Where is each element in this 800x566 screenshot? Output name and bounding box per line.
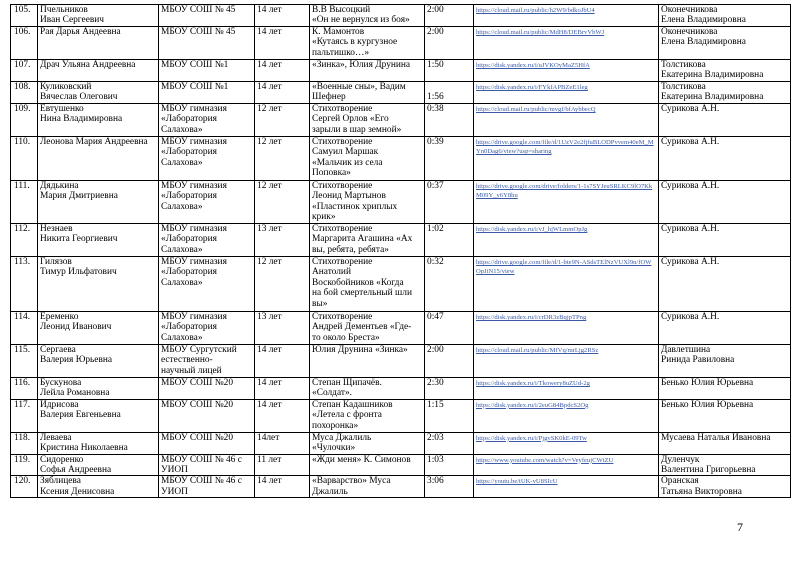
participant-age: 13 лет — [255, 224, 310, 257]
poem-title: Муса Джалиль «Чулочки» — [310, 432, 425, 454]
school-name: МБОУ СОШ № 46 с УИОП — [159, 454, 255, 476]
duration: 1:15 — [425, 399, 474, 432]
duration: 0:32 — [425, 257, 474, 312]
participant-age: 14 лет — [255, 27, 310, 60]
teacher-name: Сурикова А.Н. — [659, 104, 791, 137]
teacher-name: Оранская Татьяна Викторовна — [659, 476, 791, 498]
participant-age: 14 лет — [255, 82, 310, 104]
participant-name: Сергаева Валерия Юрьевна — [38, 345, 159, 378]
participant-age: 12 лет — [255, 257, 310, 312]
school-name: МБОУ гимназия «Лаборатория Салахова» — [159, 137, 255, 181]
video-link[interactable]: https://cloud.mail.ru/public/mvgf/bfAybbecQ — [474, 104, 659, 137]
teacher-name: Мусаева Наталья Ивановна — [659, 432, 791, 454]
school-name: МБОУ СОШ №1 — [159, 60, 255, 82]
teacher-name: Сурикова А.Н. — [659, 224, 791, 257]
participant-name: Евтушенко Нина Владимировна — [38, 104, 159, 137]
teacher-name: Давлетшина Ринида Равиловна — [659, 345, 791, 378]
row-number: 120. — [11, 476, 38, 498]
poem-title: «Варварство» Муса Джалиль — [310, 476, 425, 498]
participant-age: 14 лет — [255, 5, 310, 27]
participant-name: Бускунова Лейла Романовна — [38, 378, 159, 400]
poem-title: «Зинка», Юлия Друнина — [310, 60, 425, 82]
table-row — [11, 399, 791, 432]
school-name: МБОУ СОШ №1 — [159, 82, 255, 104]
video-link[interactable]: https://cloud.mail.ru/public/MdH8/DEBrvVbWJ — [474, 27, 659, 60]
poem-title: Стихотворение Анатолий Воскобойников «Когда на бой смертельный шли вы» — [310, 257, 425, 312]
participant-name: Идрисова Валерия Евгеньевна — [38, 399, 159, 432]
participant-name: Еременко Леонид Иванович — [38, 312, 159, 345]
table-row — [11, 454, 791, 476]
table-row — [11, 378, 791, 400]
school-name: МБОУ гимназия «Лаборатория Салахова» — [159, 224, 255, 257]
poem-title: «Жди меня» К. Симонов — [310, 454, 425, 476]
poem-title: Степан Кадашников «Летела с фронта похоронка» — [310, 399, 425, 432]
row-number: 119. — [11, 454, 38, 476]
row-number: 115. — [11, 345, 38, 378]
participant-age: 14 лет — [255, 476, 310, 498]
school-name: МБОУ СОШ №20 — [159, 432, 255, 454]
video-link[interactable]: https://disk.yandex.ru/i/FYkfAPBZeE1leg — [474, 82, 659, 104]
table-row — [11, 104, 791, 137]
duration: 1:03 — [425, 454, 474, 476]
school-name: МБОУ СОШ №20 — [159, 399, 255, 432]
row-number: 114. — [11, 312, 38, 345]
poem-title: Юлия Друнина «Зинка» — [310, 345, 425, 378]
participant-age: 14 лет — [255, 345, 310, 378]
poem-title: «Военные сны», Вадим Шефнер — [310, 82, 425, 104]
video-link[interactable]: https://drive.google.com/drive/folders/1-1s7SYJeuSRLKC9lO7KkM09Y_y6Y8hu — [474, 181, 659, 224]
participant-name: Пчельников Иван Сергеевич — [38, 5, 159, 27]
participant-name: Леваева Кристина Николаевна — [38, 432, 159, 454]
table-row — [11, 312, 791, 345]
table-row — [11, 5, 791, 27]
participant-name: Драч Ульяна Андреевна — [38, 60, 159, 82]
duration: 2:03 — [425, 432, 474, 454]
table-row — [11, 345, 791, 378]
duration: 3:06 — [425, 476, 474, 498]
video-link[interactable]: https://disk.yandex.ru/i/vJ_hjWLmmOpJg — [474, 224, 659, 257]
participant-age: 12 лет — [255, 104, 310, 137]
participant-age: 13 лет — [255, 312, 310, 345]
teacher-name: Дуленчук Валентина Григорьевна — [659, 454, 791, 476]
poem-title: Стихотворение Леонид Мартынов «Пластинок хриплых крик» — [310, 181, 425, 224]
school-name: МБОУ Сургутский естественно- научный лицей — [159, 345, 255, 378]
table-row — [11, 432, 791, 454]
table-body — [11, 5, 791, 498]
participant-name: Леонова Мария Андреевна — [38, 137, 159, 181]
poem-title: Степан Щипачёв. «Солдат». — [310, 378, 425, 400]
row-number: 113. — [11, 257, 38, 312]
teacher-name: Оконечникова Елена Владимировна — [659, 27, 791, 60]
duration: 2:00 — [425, 5, 474, 27]
participant-name: Гилязов Тимур Ильфатович — [38, 257, 159, 312]
table-row — [11, 257, 791, 312]
participant-age: 14 лет — [255, 399, 310, 432]
school-name: МБОУ СОШ № 45 — [159, 5, 255, 27]
video-link[interactable]: https://cloud.mail.ru/public/h2W9/bdkoJbU4 — [474, 5, 659, 27]
poem-title: Стихотворение Сергей Орлов «Его зарыли в шар земной» — [310, 104, 425, 137]
video-link[interactable]: https://disk.yandex.ru/i/2euG84BpdcS2Og — [474, 399, 659, 432]
row-number: 108. — [11, 82, 38, 104]
video-link[interactable]: https://disk.yandex.ru/i/crDR3zBqjpTPng — [474, 312, 659, 345]
row-number: 106. — [11, 27, 38, 60]
participant-age: 12 лет — [255, 181, 310, 224]
poem-title: К. Мамонтов «Кутаясь в кургузное пальтишко…» — [310, 27, 425, 60]
school-name: МБОУ СОШ №20 — [159, 378, 255, 400]
teacher-name: Сурикова А.Н. — [659, 137, 791, 181]
results-sheet — [10, 4, 790, 498]
teacher-name: Сурикова А.Н. — [659, 257, 791, 312]
participant-age: 14лет — [255, 432, 310, 454]
table-row — [11, 476, 791, 498]
row-number: 112. — [11, 224, 38, 257]
table-row — [11, 82, 791, 104]
page-number: 7 — [737, 520, 743, 534]
participant-name: Куликовский Вячеслав Олегович — [38, 82, 159, 104]
poem-title: Стихотворение Андрей Дементьев «Где- то около Бреста» — [310, 312, 425, 345]
teacher-name: Бенько Юлия Юрьевна — [659, 399, 791, 432]
video-link[interactable]: https://disk.yandex.ru/i/Tkowery8uZUd-2g — [474, 378, 659, 400]
duration: 2:30 — [425, 378, 474, 400]
teacher-name: Толстикова Екатерина Владимировна — [659, 82, 791, 104]
teacher-name: Бенько Юлия Юрьевна — [659, 378, 791, 400]
duration: 2:00 — [425, 27, 474, 60]
video-link[interactable]: https://drive.google.com/file/d/1-bte9N-ASdsTElNzVUXl9n/fOWOpJiN15/view — [474, 257, 659, 312]
table-row — [11, 181, 791, 224]
video-link[interactable]: https://disk.yandex.ru/i/uJVKOyMaZ5HfA — [474, 60, 659, 82]
duration: 1:50 — [425, 60, 474, 82]
row-number: 109. — [11, 104, 38, 137]
table-row — [11, 137, 791, 181]
row-number: 118. — [11, 432, 38, 454]
teacher-name: Сурикова А.Н. — [659, 312, 791, 345]
row-number: 117. — [11, 399, 38, 432]
participant-name: Зяблицева Ксения Денисовна — [38, 476, 159, 498]
video-link[interactable]: https://cloud.mail.ru/public/MfVq/mrLjg2RSz — [474, 345, 659, 378]
row-number: 107. — [11, 60, 38, 82]
participant-name: Сидоренко Софья Андреевна — [38, 454, 159, 476]
table-row — [11, 60, 791, 82]
row-number: 116. — [11, 378, 38, 400]
row-number: 105. — [11, 5, 38, 27]
duration: 2:00 — [425, 345, 474, 378]
participant-name: Незнаев Никита Георгиевич — [38, 224, 159, 257]
duration: 0:47 — [425, 312, 474, 345]
participant-name: Рая Дарья Андеевна — [38, 27, 159, 60]
participant-name: Дядькина Мария Дмитриевна — [38, 181, 159, 224]
school-name: МБОУ гимназия «Лаборатория Салахова» — [159, 104, 255, 137]
video-link[interactable]: https://drive.google.com/file/d/1UzV2e2fjfuBLODPvvem40eM_MYn0Dag6/view?usp=sharing — [474, 137, 659, 181]
school-name: МБОУ гимназия «Лаборатория Салахова» — [159, 312, 255, 345]
participant-age: 14 лет — [255, 60, 310, 82]
table-row — [11, 224, 791, 257]
video-link[interactable]: https://www.youtube.com/watch?v=VeyfeujCWtZU — [474, 454, 659, 476]
row-number: 110. — [11, 137, 38, 181]
poem-title: Стихотворение Самуил Маршак «Мальчик из села Поповка» — [310, 137, 425, 181]
duration: 0:38 — [425, 104, 474, 137]
participant-age: 12 лет — [255, 137, 310, 181]
duration: 0:39 — [425, 137, 474, 181]
participant-age: 14 лет — [255, 378, 310, 400]
teacher-name: Оконечникова Елена Владимировна — [659, 5, 791, 27]
video-link[interactable]: https://youtu.be/tUK-vU8SIcU — [474, 476, 659, 498]
participants-table — [10, 4, 791, 498]
duration: 1:56 — [425, 82, 474, 104]
school-name: МБОУ СОШ № 46 с УИОП — [159, 476, 255, 498]
poem-title: В.В Высоцкий «Он не вернулся из боя» — [310, 5, 425, 27]
participant-age: 11 лет — [255, 454, 310, 476]
row-number: 111. — [11, 181, 38, 224]
duration: 0:37 — [425, 181, 474, 224]
school-name: МБОУ гимназия «Лаборатория Салахова» — [159, 257, 255, 312]
poem-title: Стихотворение Маргарита Агашина «Ах вы, ребята, ребята» — [310, 224, 425, 257]
teacher-name: Сурикова А.Н. — [659, 181, 791, 224]
video-link[interactable]: https://disk.yandex.ru/i/PjgvSK0kE-09Tw — [474, 432, 659, 454]
school-name: МБОУ гимназия «Лаборатория Салахова» — [159, 181, 255, 224]
teacher-name: Толстикова Екатерина Владимировна — [659, 60, 791, 82]
school-name: МБОУ СОШ № 45 — [159, 27, 255, 60]
duration: 1:02 — [425, 224, 474, 257]
table-row — [11, 27, 791, 60]
